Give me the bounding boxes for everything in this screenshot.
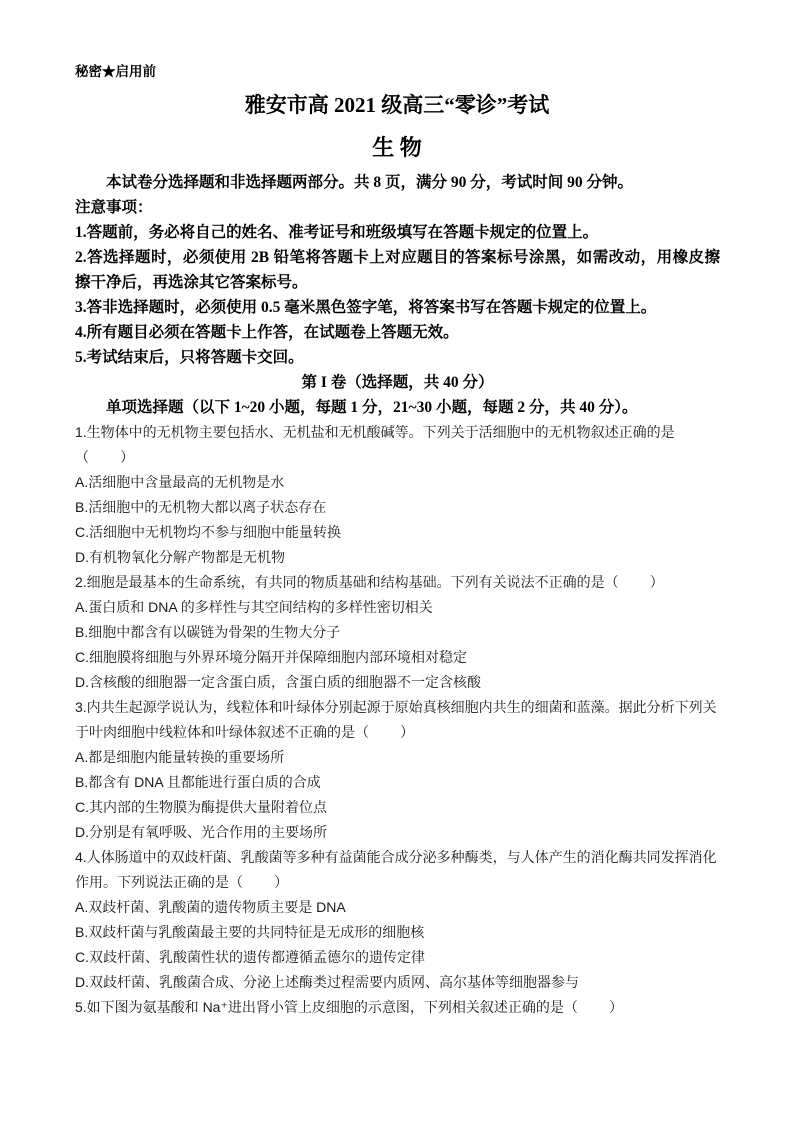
option-d: D.含核酸的细胞器一定含蛋白质，含蛋白质的细胞器不一定含核酸: [75, 674, 481, 690]
notice-item: [75, 320, 720, 345]
notice-item: [75, 345, 720, 370]
notice-item-line: 擦干净后，再选涂其它答案标号。: [75, 274, 308, 291]
option-c: C.活细胞中无机物均不参与细胞中能量转换: [75, 524, 341, 540]
notice-item-line: 4.所有题目必须在答题卡上作答，在试题卷上答题无效。: [75, 324, 459, 341]
notice-heading: 注意事项：: [75, 199, 153, 216]
notice-item-line: 2.答选择题时，必须使用 2B 铅笔将答题卡上对应题目的答案标号涂黑，如需改动，用橡皮擦: [75, 249, 720, 266]
confidential-label: 秘密★启用前: [75, 64, 156, 79]
option-c: C.细胞膜将细胞与外界环境分隔开并保障细胞内部环境相对稳定: [75, 649, 467, 665]
question-3: [75, 695, 720, 845]
question-stem-line: 4.人体肠道中的双歧杆菌、乳酸菌等多种有益菌能合成分泌多种酶类，与人体产生的消化酶共同发挥消化: [75, 849, 717, 865]
option-b: B.双歧杆菌与乳酸菌最主要的共同特征是无成形的细胞核: [75, 924, 425, 940]
option-a: A.蛋白质和 DNA 的多样性与其空间结构的多样性密切相关: [75, 599, 433, 615]
notice-item: [75, 220, 720, 245]
option-a: A.活细胞中含量最高的无机物是水: [75, 474, 285, 490]
exam-content: [75, 170, 720, 1020]
notice-item: [75, 245, 720, 295]
question-2: [75, 570, 720, 695]
option-c: C.双歧杆菌、乳酸菌性状的遗传都遵循孟德尔的遗传定律: [75, 949, 425, 965]
question-stem-line: 1.生物体中的无机物主要包括水、无机盐和无机酸碱等。下列关于活细胞中的无机物叙述正确的是: [75, 424, 675, 440]
option-a: A.都是细胞内能量转换的重要场所: [75, 749, 285, 765]
option-d: D.双歧杆菌、乳酸菌合成、分泌上述酶类过程需要内质网、高尔基体等细胞器参与: [75, 974, 579, 990]
question-stem-line: 3.内共生起源学说认为，线粒体和叶绿体分别起源于原始真核细胞内共生的细菌和蓝藻。据此分析下列关: [75, 699, 717, 715]
option-d: D.分别是有氧呼吸、光合作用的主要场所: [75, 824, 327, 840]
question-4: [75, 845, 720, 995]
option-b: B.活细胞中的无机物大都以离子状态存在: [75, 499, 327, 515]
question-1: [75, 420, 720, 570]
option-b: B.细胞中都含有以碳链为骨架的生物大分子: [75, 624, 341, 640]
subject-title: 生 物: [372, 135, 422, 160]
notice-item: [75, 295, 720, 320]
option-c: C.其内部的生物膜为酶提供大量附着位点: [75, 799, 327, 815]
option-b: B.都含有 DNA 且都能进行蛋白质的合成: [75, 774, 321, 790]
question-stem-line: 5.如下图为氨基酸和 Na⁺进出肾小管上皮细胞的示意图，下列相关叙述正确的是（ ）: [75, 999, 623, 1015]
intro-text: 本试卷分选择题和非选择题两部分。共 8 页，满分 90 分，考试时间 90 分钟。: [106, 174, 634, 191]
section-title: 第 I 卷（选择题，共 40 分）: [301, 374, 494, 391]
notice-item-line: 5.考试结束后，只将答题卡交回。: [75, 349, 304, 366]
exam-title: 雅安市高 2021 级高三“零诊”考试: [244, 93, 550, 117]
notice-item-line: 1.答题前，务必将自己的姓名、准考证号和班级填写在答题卡规定的位置上。: [75, 224, 599, 241]
notice-item-line: 3.答非选择题时，必须使用 0.5 毫米黑色签字笔，将答案书写在答题卡规定的位置上。: [75, 299, 657, 316]
question-stem-line: 于叶肉细胞中线粒体和叶绿体叙述不正确的是（ ）: [75, 724, 415, 740]
option-a: A.双歧杆菌、乳酸菌的遗传物质主要是 DNA: [75, 899, 346, 915]
section-instruction: 单项选择题（以下 1~20 小题，每题 1 分，21~30 小题，每题 2 分，共 40 分）。: [106, 399, 638, 416]
notice-list: [75, 220, 720, 370]
question-5: [75, 995, 720, 1020]
option-d: D.有机物氧化分解产物都是无机物: [75, 549, 285, 565]
question-answer-blank: （ ）: [75, 449, 135, 465]
question-stem-line: 2.细胞是最基本的生命系统，有共同的物质基础和结构基础。下列有关说法不正确的是（ ）: [75, 574, 664, 590]
question-stem-line: 作用。下列说法正确的是（ ）: [75, 874, 289, 890]
